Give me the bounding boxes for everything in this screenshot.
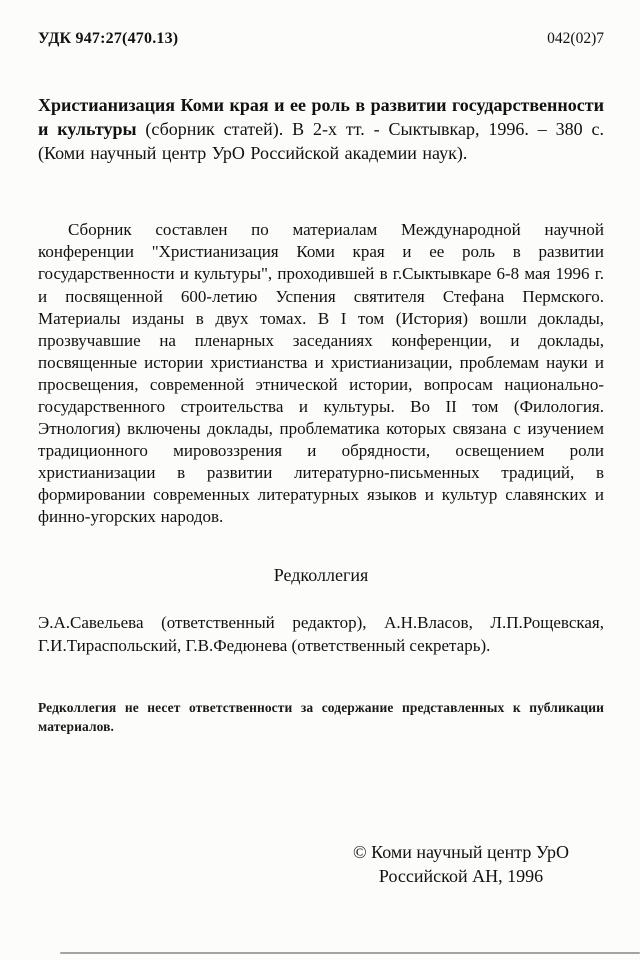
bibliographic-title bbox=[38, 94, 604, 165]
classification-code: 042(02)7 bbox=[547, 30, 604, 47]
header-row bbox=[38, 30, 604, 48]
title-rest-text: (сборник статей). В 2-х тт. - Сыктывкар, 1996. – 380 с. (Коми научный центр УрО Российской академии наук). bbox=[38, 118, 605, 163]
title-bold-text: Христианизация Коми края и ее роль в развитии государственности и культуры bbox=[38, 95, 604, 139]
abstract-paragraph: Сборник составлен по материалам Международной научной конференции "Христианизация Коми края и ее роль в развитии государственности и культуры", проходившей в г.Сыктывкаре 6-8 мая 1996 г. и посвященной 600-летию Успения святителя Стефана Пермского. Материалы изданы в двух томах. В I том (История) вошли доклады, прозвучавшие на пленарных заседаниях конференции, и доклады, посвященные истории христианства и христианизации, проблемам науки и просвещения, современной этнической истории, вопросам национально-государственного строительства и культуры. Во II том (Филология. Этнология) включены доклады, проблематика которых связана с изучением традиционного мировоззрения и обрядности, освещением роли христианизации в развитии литературно-письменных традиций, в формировании современных литературных языков и культур славянских и финно-угорских народов. bbox=[38, 220, 604, 527]
udk-code: УДК 947:27(470.13) bbox=[38, 30, 179, 47]
disclaimer-text: Редколлегия не несет ответственности за содержание представленных к публикации материалов. bbox=[38, 700, 604, 734]
copyright-line-1: © Коми научный центр УрО bbox=[352, 842, 570, 862]
editors-list: Э.А.Савельева (ответственный редактор), А.Н.Власов, Л.П.Рощевская, Г.И.Тираспольский, Г.В.Федюнева (ответственный секретарь). bbox=[38, 612, 604, 655]
copyright-block bbox=[306, 840, 616, 889]
scan-edge-artifact bbox=[60, 952, 640, 954]
editorial-board-heading: Редколлегия bbox=[273, 564, 369, 585]
copyright-line-2: Российской АН, 1996 bbox=[378, 866, 544, 887]
